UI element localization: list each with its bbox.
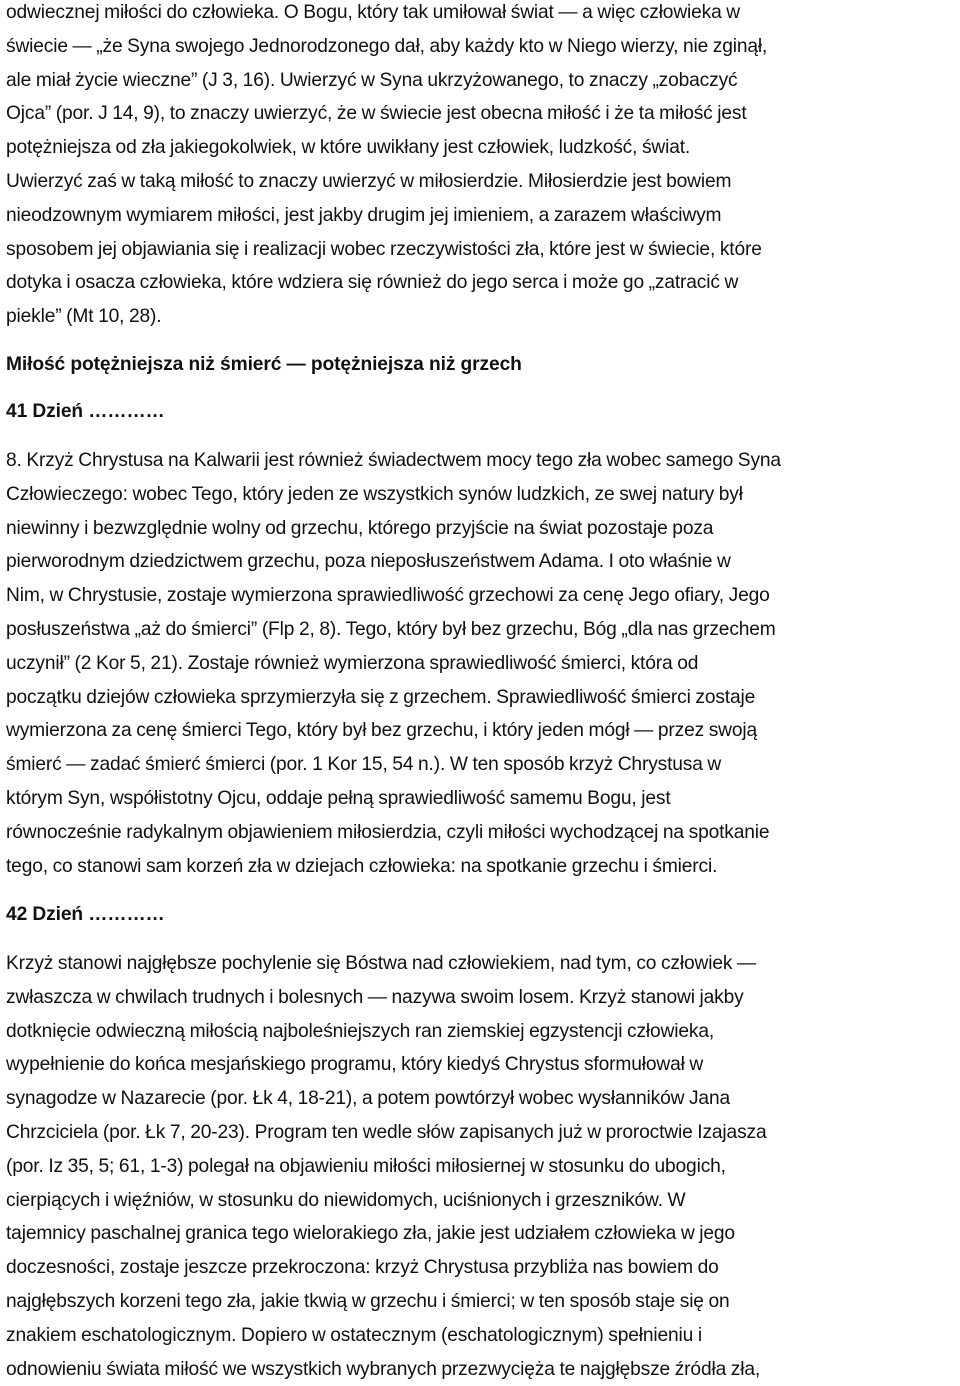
paragraph-intro [6, 0, 767, 334]
text-line: początku dziejów człowieka sprzymierzyła się z grzechem. Sprawiedliwość śmierci zostaje [6, 686, 756, 708]
text-line: śmierć — zadać śmierć śmierci (por. 1 Kor 15, 54 n.). W ten sposób krzyż Chrystusa w [6, 754, 722, 776]
text-line: sposobem jej objawiania się i realizacji wobec rzeczywistości zła, które jest w świecie, które [6, 238, 762, 260]
text-line: Nim, w Chrystusie, zostaje wymierzona sprawiedliwość grzechowi za cenę Jego ofiary, Jego [6, 585, 770, 607]
text-line: 8. Krzyż Chrystusa na Kalwarii jest również świadectwem mocy tego zła wobec samego Syna [6, 450, 781, 471]
text-line: znakiem eschatologicznym. Dopiero w ostatecznym (eschatologicznym) spełnieniu i [6, 1324, 702, 1346]
text-line: tajemnicy paschalnej granica tego wielorakiego zła, jakie jest udziałem człowieka w jego [6, 1223, 735, 1245]
text-line: tego, co stanowi sam korzeń zła w dziejach człowieka: na spotkanie grzechu i śmierci. [6, 855, 718, 877]
text-line: doczesności, zostaje jeszcze przekroczona: krzyż Chrystusa przybliża nas bowiem do [6, 1257, 719, 1279]
text-line: posłuszeństwa „aż do śmierci” (Flp 2, 8). Tego, który był bez grzechu, Bóg „dla nas grzechem [6, 618, 776, 640]
text-line: najgłębszych korzeni tego zła, jakie tkwią w grzechu i śmierci; w ten sposób staje się on [6, 1290, 730, 1312]
text-line: dotknięcie odwieczną miłością najboleśniejszych ran ziemskiej egzystencji człowieka, [6, 1020, 715, 1042]
text-line: wypełnienie do końca mesjańskiego programu, który kiedyś Chrystus sformułował w [6, 1054, 704, 1076]
text-line: synagodze w Nazarecie (por. Łk 4, 18-21), a potem powtórzył wobec wysłanników Jana [6, 1088, 730, 1110]
day-41-heading: 41 Dzień ………… [6, 401, 165, 422]
text-line: zwłaszcza w chwilach trudnych i bolesnych — nazywa swoim losem. Krzyż stanowi jakby [6, 986, 744, 1008]
text-line: Chrzciciela (por. Łk 7, 20-23). Program ten wedle słów zapisanych już w proroctwie Izajasza [6, 1121, 767, 1143]
day-42-heading: 42 Dzień ………… [6, 904, 165, 925]
text-line: dotyka i osacza człowieka, które wdziera się również do jego serca i może go „zatracić w [6, 272, 739, 294]
paragraph-section-8 [6, 444, 781, 883]
text-line: Człowieczego: wobec Tego, który jeden ze wszystkich synów ludzkich, ze swej natury był [6, 483, 743, 505]
text-line: piekle” (Mt 10, 28). [6, 306, 162, 328]
text-line: uczynił” (2 Kor 5, 21). Zostaje również wymierzona sprawiedliwość śmierci, która od [6, 652, 699, 674]
text-line: niewinny i bezwzględnie wolny od grzechu, którego przyjście na świat pozostaje poza [6, 517, 714, 539]
section-heading: Miłość potężniejsza niż śmierć — potężniejsza niż grzech [6, 354, 522, 375]
text-line: Uwierzyć zaś w taką miłość to znaczy uwierzyć w miłosierdzie. Miłosierdzie jest bowiem [6, 170, 732, 192]
text-line: odwiecznej miłości do człowieka. O Bogu, który tak umiłował świat — a więc człowieka w [6, 2, 741, 23]
text-line: odnowieniu świata miłość we wszystkich wybranych przezwycięża te najgłębsze źródła zła, [6, 1358, 761, 1380]
text-line: nieodzownym wymiarem miłości, jest jakby drugim jej imieniem, a zarazem właściwym [6, 204, 722, 226]
text-line: świecie — „że Syna swojego Jednorodzonego dał, aby każdy kto w Niego wierzy, nie zginął, [6, 35, 768, 57]
text-line: Krzyż stanowi najgłębsze pochylenie się Bóstwa nad człowiekiem, nad tym, co człowiek — [6, 953, 757, 974]
text-line: równocześnie radykalnym objawieniem miłosierdzia, czyli miłości wychodzącej na spotkanie [6, 821, 770, 843]
paragraph-cross [6, 947, 766, 1386]
text-line: ale miał życie wieczne” (J 3, 16). Uwierzyć w Syna ukrzyżowanego, to znaczy „zobaczyć [6, 69, 738, 91]
text-line: pierworodnym dziedzictwem grzechu, poza nieposłuszeństwem Adama. I oto właśnie w [6, 551, 731, 573]
text-line: potężniejsza od zła jakiegokolwiek, w które uwikłany jest człowiek, ludzkość, świat. [6, 137, 691, 159]
text-line: którym Syn, współistotny Ojcu, oddaje pełną sprawiedliwość samemu Bogu, jest [6, 787, 671, 809]
text-line: wymierzona za cenę śmierci Tego, który był bez grzechu, i który jeden mógł — przez swoją [6, 720, 758, 742]
text-line: cierpiących i więźniów, w stosunku do niewidomych, uciśnionych i grzeszników. W [6, 1189, 686, 1211]
text-line: (por. Iz 35, 5; 61, 1-3) polegał na objawieniu miłości miłosiernej w stosunku do ubogich, [6, 1155, 726, 1177]
text-line: Ojca” (por. J 14, 9), to znaczy uwierzyć, że w świecie jest obecna miłość i że ta miłość jest [6, 103, 747, 125]
